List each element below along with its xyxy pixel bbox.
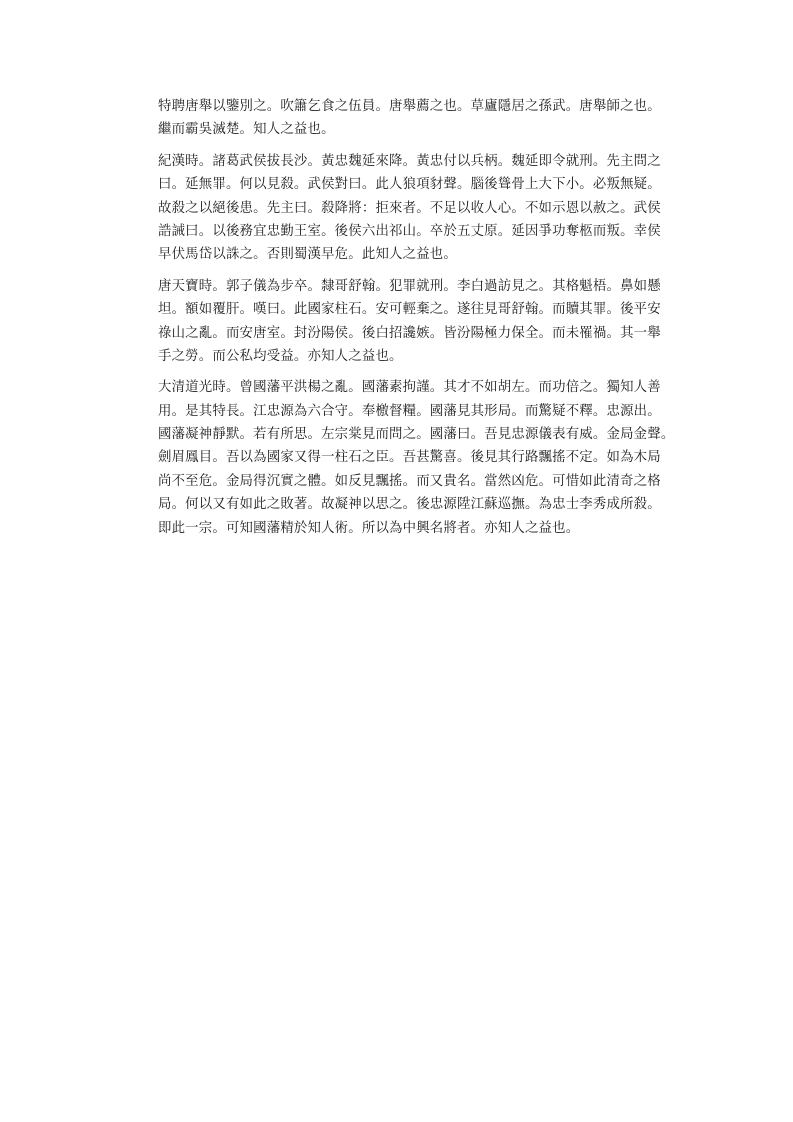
- text-line: 紀漢時。諸葛武侯拔長沙。黃忠魏延來降。黃忠付以兵柄。魏延即令就刑。先主問之: [158, 153, 661, 169]
- paragraph-han-dynasty: [158, 150, 661, 267]
- text-line: 劍眉鳳目。吾以為國家又得一柱石之臣。吾甚驚喜。後見其行路飄搖不定。如為木局: [158, 450, 661, 466]
- text-line: 特聘唐舉以鑒別之。吹簫乞食之伍員。唐舉薦之也。草廬隱居之孫武。唐舉師之也。: [158, 99, 661, 114]
- text-line: 坦。額如覆肝。嘆曰。此國家柱石。安可輕棄之。遂往見哥舒翰。而贖其罪。後平安: [158, 302, 661, 318]
- document-body: [158, 95, 675, 548]
- text-line: 誥誡曰。以後務宜忠勤王室。後侯六出祁山。卒於五丈原。延因爭功奪柩而叛。幸侯: [158, 223, 661, 239]
- text-line: 唐天寶時。郭子儀為步卒。隸哥舒翰。犯罪就刑。李白過訪見之。其格魁梧。鼻如懸: [158, 278, 661, 294]
- paragraph-tang-ju: [158, 95, 661, 142]
- text-line: 繼而霸吳滅楚。知人之益也。: [158, 122, 335, 138]
- text-line: 即此一宗。可知國藩精於知人術。所以為中興名將者。亦知人之益也。: [158, 520, 580, 536]
- text-line: 局。何以又有如此之敗著。故凝神以思之。後忠源陞江蘇巡撫。為忠士李秀成所殺。: [158, 497, 661, 513]
- text-line: 早伏馬岱以誅之。否則蜀漢早危。此知人之益也。: [158, 247, 457, 263]
- text-line: 曰。延無罪。何以見殺。武侯對曰。此人狼項豺聲。腦後聳骨上大下小。必叛無疑。: [158, 177, 661, 193]
- text-line: 用。是其特長。江忠源為六合守。奉檄督糧。國藩見其形局。而驚疑不釋。忠源出。: [158, 403, 661, 419]
- paragraph-tang-tianbao: [158, 275, 661, 369]
- text-line: 大清道光時。曾國藩平洪楊之亂。國藩素拘謹。其才不如胡左。而功倍之。獨知人善: [158, 380, 661, 396]
- paragraph-qing-daoguang: [158, 376, 675, 540]
- text-line: 故殺之以絕後患。先主曰。殺降將：拒來者。不足以收人心。不如示恩以赦之。武侯: [158, 200, 661, 216]
- text-line: 祿山之亂。而安唐室。封汾陽侯。後白招讒嫉。皆汾陽極力保全。而未罹禍。其一舉: [158, 325, 661, 341]
- text-line: 尚不至危。金局得沉實之體。如反見飄搖。而又貴名。當然凶危。可惜如此清奇之格: [158, 473, 661, 489]
- text-line: 國藩凝神靜默。若有所思。左宗棠見而問之。國藩曰。吾見忠源儀表有威。金局金聲。: [158, 427, 675, 443]
- text-line: 手之勞。而公私均受益。亦知人之益也。: [158, 348, 403, 364]
